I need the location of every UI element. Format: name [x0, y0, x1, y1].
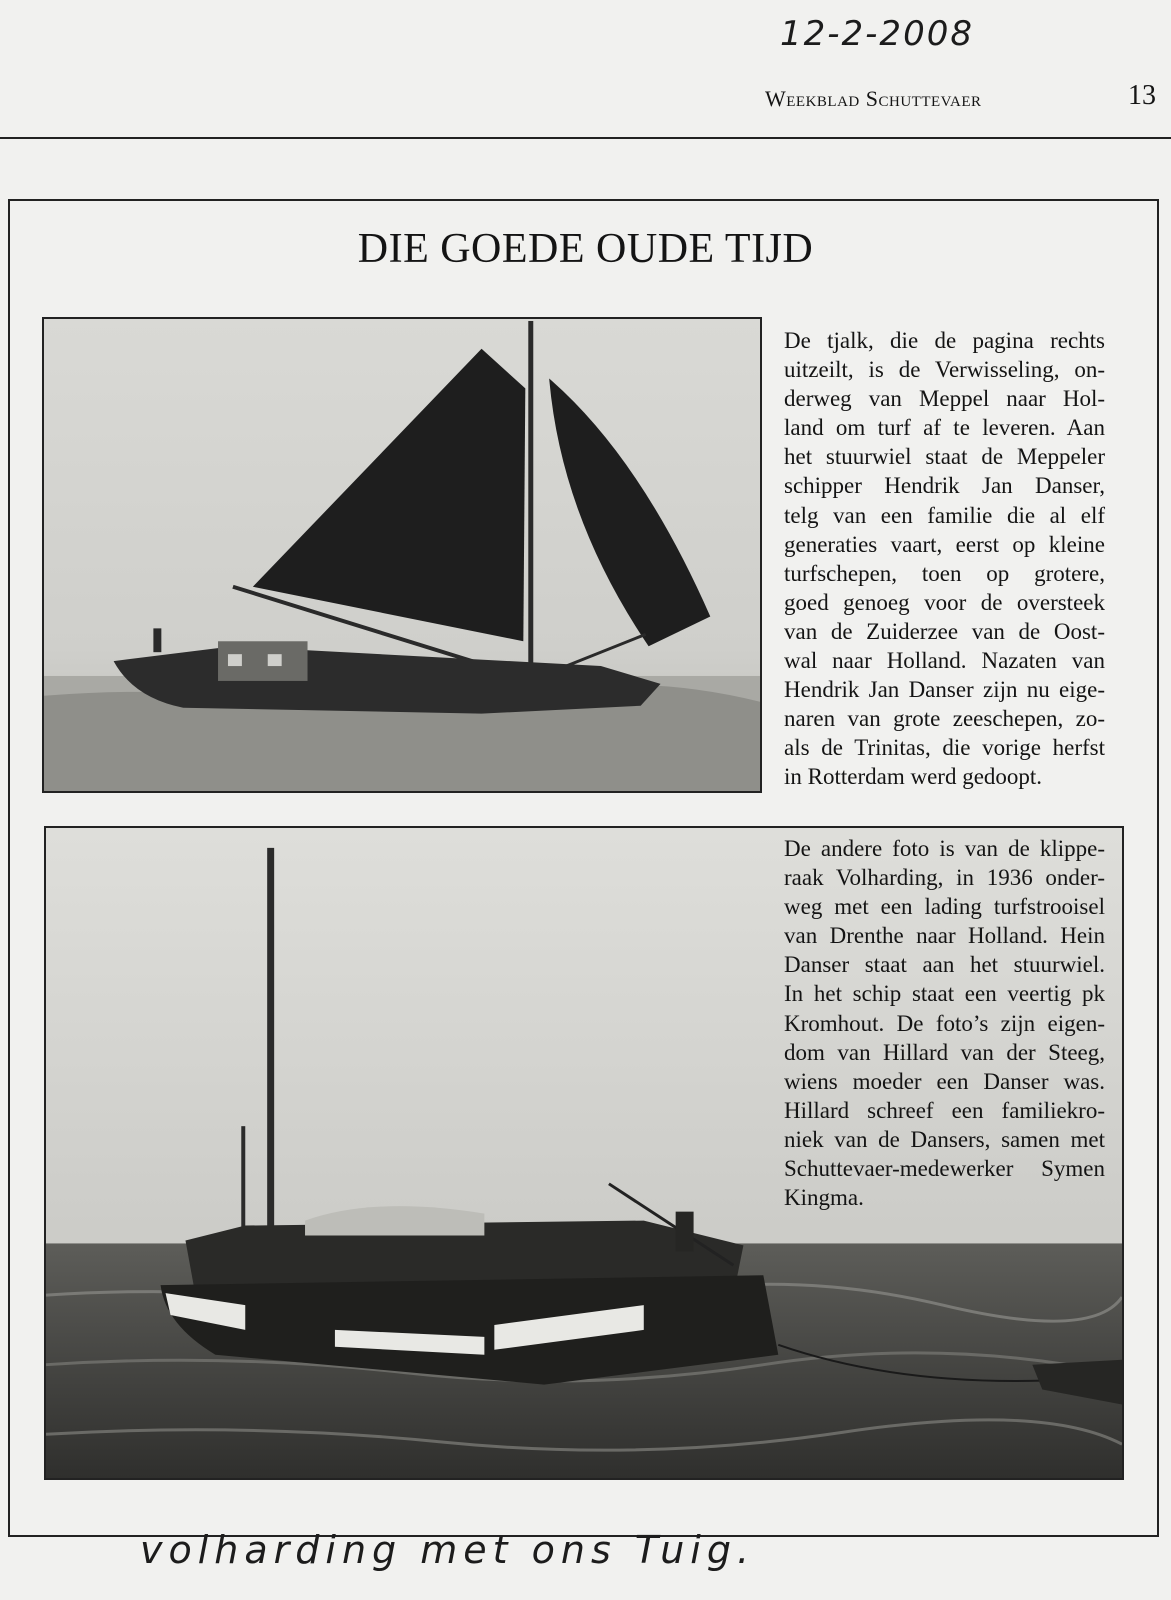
caption-line: schipper Hendrik Jan Danser, [784, 473, 1105, 499]
caption-line: raak Volharding, in 1936 onder- [784, 865, 1105, 891]
caption-line: wal naar Holland. Nazaten van [784, 648, 1105, 674]
caption-line: Hendrik Jan Danser zijn nu eige- [784, 677, 1105, 703]
caption-line: van Drenthe naar Holland. Hein [784, 923, 1105, 949]
caption-line: Hillard schreef een familiekro- [784, 1097, 1105, 1123]
handwritten-date: 12-2-2008 [780, 14, 974, 54]
caption-line: weg met een lading turfstrooisel [784, 894, 1105, 920]
caption-line: land om turf af te leveren. Aan [784, 415, 1105, 441]
caption-line: als de Trinitas, die vorige herfst [784, 735, 1105, 761]
caption-line: De tjalk, die de pagina rechts [784, 328, 1105, 353]
header-rule [0, 137, 1171, 139]
caption-bottom [784, 834, 1105, 1212]
caption-line: dom van Hillard van der Steeg, [784, 1039, 1105, 1065]
caption-line: van de Zuiderzee van de Oost- [784, 618, 1105, 644]
caption-line: Danser staat aan het stuurwiel. [784, 952, 1105, 978]
article-headline: DIE GOEDE OUDE TIJD [357, 226, 814, 272]
caption-line: wiens moeder een Danser was. [784, 1068, 1105, 1094]
caption-line: telg van een familie die al elf [784, 502, 1105, 528]
caption-line: generaties vaart, eerst op kleine [784, 531, 1105, 557]
caption-line: niek van de Dansers, samen met [784, 1126, 1105, 1152]
publication-name: Weekblad Schuttevaer [765, 86, 982, 111]
caption-line: naren van grote zeeschepen, zo- [784, 706, 1105, 732]
caption-line: turfschepen, toen op grotere, [784, 560, 1105, 586]
caption-line: Schuttevaer-medewerker Symen [784, 1156, 1105, 1182]
caption-top [784, 326, 1105, 792]
caption-line: Kromhout. De foto’s zijn eigen- [784, 1010, 1105, 1036]
page-number: 13 [1128, 80, 1156, 111]
caption-line: in Rotterdam werd gedoopt. [784, 764, 1043, 790]
caption-line: uitzeilt, is de Verwisseling, on- [784, 357, 1105, 383]
caption-line: Kingma. [784, 1185, 864, 1211]
caption-line: De andere foto is van de klippe- [784, 836, 1105, 861]
caption-line: derweg van Meppel naar Hol- [784, 386, 1105, 412]
handwritten-note: volharding met ons Tuig. [140, 1528, 756, 1572]
caption-line: In het schip staat een veertig pk [784, 981, 1105, 1007]
caption-line: het stuurwiel staat de Meppeler [784, 444, 1105, 470]
caption-line: goed genoeg voor de oversteek [784, 589, 1105, 615]
photo-tjalk-verwisseling [42, 317, 762, 793]
